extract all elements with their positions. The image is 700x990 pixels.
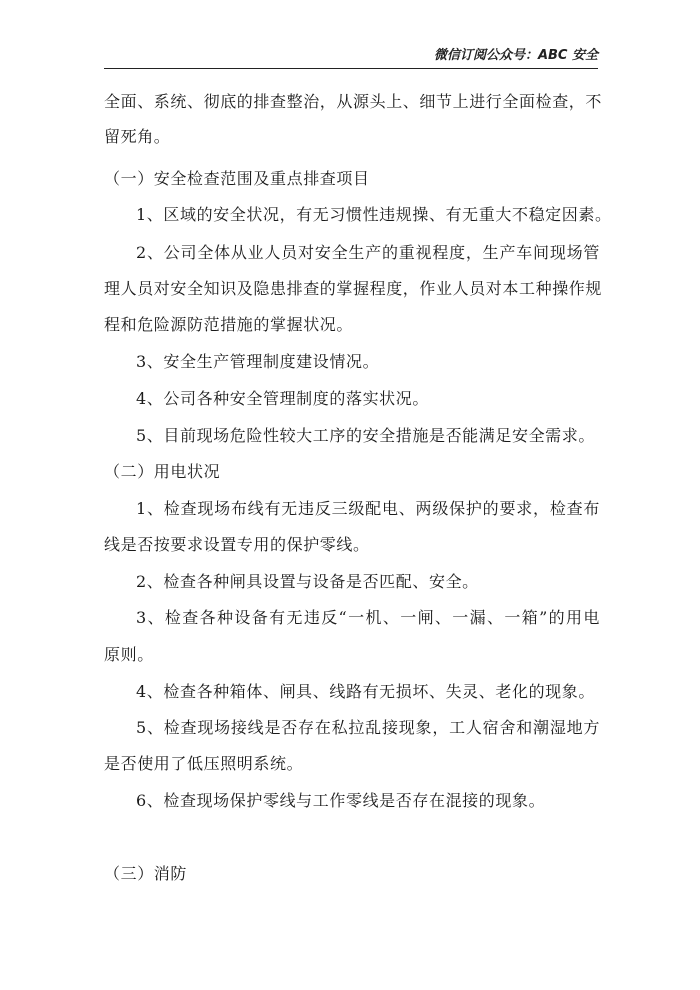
section-heading: （三）消防 bbox=[104, 864, 188, 883]
text-line: 留死角。 bbox=[104, 127, 171, 146]
text-line: 全面、系统、彻底的排查整治，从源头上、细节上进行全面检查，不 bbox=[104, 92, 603, 111]
text-line: 程和危险源防范措施的掌握状况。 bbox=[104, 315, 354, 334]
list-item: 3、检查各种设备有无违反“一机、一闸、一漏、一箱”的用电 bbox=[136, 608, 600, 627]
list-item: 5、目前现场危险性较大工序的安全措施是否能满足安全需求。 bbox=[136, 426, 595, 445]
section-heading: （二）用电状况 bbox=[104, 462, 221, 481]
list-item: 4、检查各种箱体、闸具、线路有无损坏、失灵、老化的现象。 bbox=[136, 682, 595, 701]
header-text: 微信订阅公众号：ABC 安全 bbox=[433, 48, 598, 63]
list-item: 1、检查现场布线有无违反三级配电、两级保护的要求，检查布 bbox=[136, 499, 600, 518]
list-item: 2、公司全体从业人员对安全生产的重视程度，生产车间现场管 bbox=[136, 243, 600, 262]
list-item: 5、检查现场接线是否存在私拉乱接现象，工人宿舍和潮湿地方 bbox=[136, 718, 600, 737]
list-item: 2、检查各种闸具设置与设备是否匹配、安全。 bbox=[136, 572, 479, 591]
list-item: 4、公司各种安全管理制度的落实状况。 bbox=[136, 389, 429, 408]
page-header bbox=[104, 48, 598, 69]
text-line: 是否使用了低压照明系统。 bbox=[104, 754, 304, 773]
list-item: 3、安全生产管理制度建设情况。 bbox=[136, 352, 380, 371]
text-line: 原则。 bbox=[104, 645, 154, 664]
list-item: 6、检查现场保护零线与工作零线是否存在混接的现象。 bbox=[136, 791, 546, 810]
text-line: 线是否按要求设置专用的保护零线。 bbox=[104, 535, 370, 554]
list-item: 1、区域的安全状况，有无习惯性违规操、有无重大不稳定因素。 bbox=[136, 205, 612, 224]
text-line: 理人员对安全知识及隐患排查的掌握程度，作业人员对本工种操作规 bbox=[104, 279, 603, 298]
section-heading: （一）安全检查范围及重点排查项目 bbox=[104, 169, 370, 188]
